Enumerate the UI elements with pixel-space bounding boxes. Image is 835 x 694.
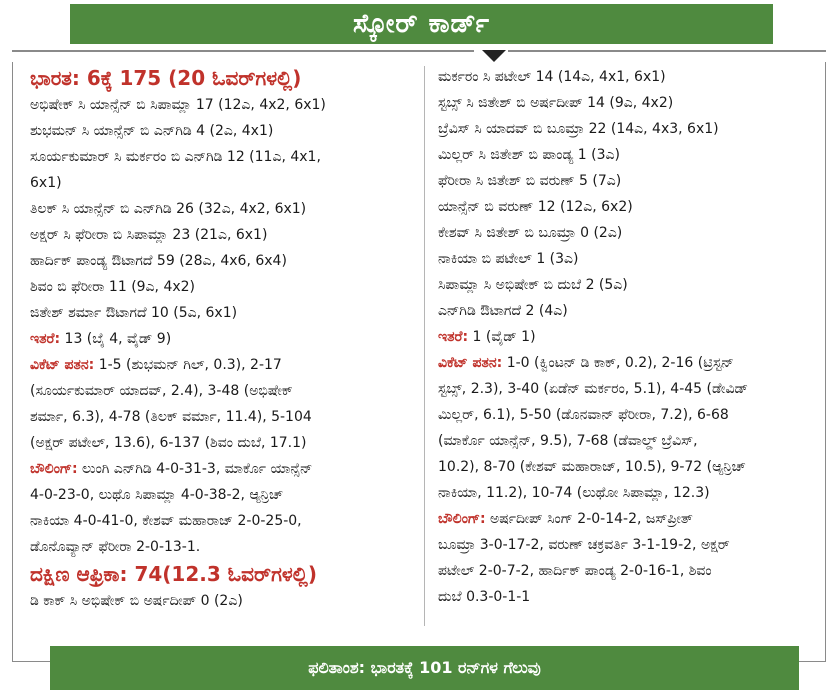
batting-line: ಜಿತೇಶ್ ಶರ್ಮಾ ಔಟಾಗದೆ 10 (5ಎ, 6x1)	[30, 305, 238, 321]
batting-line: ಫೆರೀರಾ ಸಿ ಜಿತೇಶ್ ಬಿ ವರುಣ್ 5 (7ಎ)	[438, 173, 622, 189]
india-bowling	[30, 456, 422, 560]
south-africa-bowling	[438, 506, 822, 610]
bowling-text: ಅರ್ಷದೀಪ್ ಸಿಂಗ್ 2-0-14-2, ಜಸ್‌ಪ್ರೀತ್	[485, 511, 693, 527]
india-innings-heading: ಭಾರತ: 6ಕ್ಕೆ 175 (20 ಓವರ್‌ಗಳಲ್ಲಿ)	[30, 66, 302, 90]
batting-line: ಡಿ ಕಾಕ್ ಸಿ ಅಭಿಷೇಕ್ ಬಿ ಅರ್ಷದೀಪ್ 0 (2ಎ)	[30, 593, 243, 609]
extras-value: 13 (ಬೈ 4, ವೈಡ್ 9)	[60, 331, 172, 347]
result-bar	[50, 646, 799, 690]
batting-line: ಯಾನ್ಸೆನ್ ಬಿ ವರುಣ್ 12 (12ಎ, 6x2)	[438, 199, 633, 215]
fow-line	[438, 350, 822, 376]
title-bar	[70, 4, 773, 44]
match-result: ಫಲಿತಾಂಶ: ಭಾರತಕ್ಕೆ 101 ರನ್‌ಗಳ ಗೆಲುವು	[308, 658, 541, 677]
fow-line: (ಸೂರ್ಯಕುಮಾರ್ ಯಾದವ್, 2.4), 3-48 (ಅಭಿಷೇಕ್	[30, 383, 293, 399]
south-africa-extras	[438, 324, 822, 350]
fow-text: 1-5 (ಶುಭಮನ್ ಗಿಲ್, 0.3), 2-17	[94, 357, 282, 373]
bowling-line	[438, 506, 822, 532]
batting-line: ಮಿಲ್ಲರ್ ಸಿ ಜಿತೇಶ್ ಬಿ ಪಾಂಡ್ಯ 1 (3ಎ)	[438, 147, 620, 163]
pointer-triangle-icon	[482, 50, 506, 62]
fow-line: (ಅಕ್ಷರ್ ಪಟೇಲ್, 13.6), 6-137 (ಶಿವಂ ದುಬೆ, 17.1)	[30, 435, 307, 451]
left-column	[30, 64, 422, 614]
fow-line: ಮಿಲ್ಲರ್, 6.1), 5-50 (ಡೊನವಾನ್ ಫೆರೀರಾ, 7.2), 6-68	[438, 407, 729, 423]
batting-line: ಮರ್ಕರಂ ಸಿ ಪಟೇಲ್ 14 (14ಎ, 4x1, 6x1)	[438, 69, 666, 85]
bowling-line: ಡೊನೊವ್ಯಾನ್ ಫೆರೀರಾ 2-0-13-1.	[30, 539, 201, 555]
india-batting-list	[30, 92, 422, 326]
extras-label: ಇತರೆ:	[30, 331, 61, 347]
fow-line: 10.2), 8-70 (ಕೇಶವ್ ಮಹಾರಾಜ್, 10.5), 9-72 (ಆ್ಯನ್ರಿಚ್	[438, 459, 746, 475]
fow-line: (ಮಾರ್ಕೊ ಯಾನ್ಸೆನ್, 9.5), 7-68 (ಡೆವಾಲ್ಡ್ ಬ್ರೆವಿಸ್,	[438, 433, 698, 449]
batting-line: ಸ್ಟಬ್ಸ್ ಸಿ ಜಿತೇಶ್ ಬಿ ಅರ್ಷದೀಪ್ 14 (9ಎ, 4x2)	[438, 95, 674, 111]
south-africa-innings-heading: ದಕ್ಷಿಣ ಆಫ್ರಿಕಾ: 74(12.3 ಓವರ್‌ಗಳಲ್ಲಿ)	[30, 562, 318, 586]
batting-line: ಬ್ರೆವಿಸ್ ಸಿ ಯಾದವ್ ಬಿ ಬೂಮ್ರಾ 22 (14ಎ, 4x3, 6x1)	[438, 121, 719, 137]
fow-line: ಶರ್ಮಾ, 6.3), 4-78 (ತಿಲಕ್ ವರ್ಮಾ, 11.4), 5-104	[30, 409, 312, 425]
bowling-line: ದುಬೆ 0.3-0-1-1	[438, 589, 531, 605]
extras-label: ಇತರೆ:	[438, 329, 469, 345]
batting-line: ನಾಕಿಯಾ ಬಿ ಪಟೇಲ್ 1 (3ಎ)	[438, 251, 579, 267]
batting-line: ಎನ್‌ಗಿಡಿ ಔಟಾಗದೆ 2 (4ಎ)	[438, 303, 568, 319]
batting-line: 6x1)	[30, 175, 62, 191]
batting-line: ಶುಭಮನ್ ಸಿ ಯಾನ್ಸೆನ್ ಬಿ ಎನ್‌ಗಿಡಿ 4 (2ಎ, 4x1)	[30, 123, 274, 139]
batting-line: ಕೇಶವ್ ಸಿ ಜಿತೇಶ್ ಬಿ ಬೂಮ್ರಾ 0 (2ಎ)	[438, 225, 623, 241]
bowling-label: ಬೌಲಿಂಗ್:	[30, 461, 78, 477]
batting-line: ಸಿಪಾಮ್ಲಾ ಸಿ ಅಭಿಷೇಕ್ ಬಿ ದುಬೆ 2 (5ಎ)	[438, 277, 628, 293]
header-rule-right	[508, 50, 826, 52]
fow-label: ವಿಕೆಟ್ ಪತನ:	[30, 357, 95, 373]
india-extras	[30, 326, 422, 352]
fow-line	[30, 352, 422, 378]
batting-line: ಸೂರ್ಯಕುಮಾರ್ ಸಿ ಮರ್ಕರಂ ಬಿ ಎನ್‌ಗಿಡಿ 12 (11ಎ, 4x1,	[30, 149, 321, 165]
batting-line: ತಿಲಕ್ ಸಿ ಯಾನ್ಸೆನ್ ಬಿ ಎನ್‌ಗಿಡಿ 26 (32ಎ, 4x2, 6x1)	[30, 201, 307, 217]
fow-line: ಸ್ಟಬ್ಸ್, 2.3), 3-40 (ಏಡೆನ್ ಮರ್ಕರಂ, 5.1), 4-45 (ಡೇವಿಡ್	[438, 381, 748, 397]
bowling-label: ಬೌಲಿಂಗ್:	[438, 511, 486, 527]
extras-value: 1 (ವೈಡ್ 1)	[468, 329, 536, 345]
bowling-line: ಬೂಮ್ರಾ 3-0-17-2, ವರುಣ್ ಚಕ್ರವರ್ತಿ 3-1-19-2, ಅಕ್ಷರ್	[438, 537, 730, 553]
south-africa-fall-of-wickets	[438, 350, 822, 506]
header-rule-left	[12, 50, 474, 52]
fow-label: ವಿಕೆಟ್ ಪತನ:	[438, 355, 503, 371]
right-column	[438, 64, 822, 610]
page-title: ಸ್ಕೋರ್ ಕಾರ್ಡ್	[353, 8, 490, 39]
bowling-line	[30, 456, 422, 482]
bowling-text: ಲುಂಗಿ ಎನ್‌ಗಿಡಿ 4-0-31-3, ಮಾರ್ಕೊ ಯಾನ್ಸೆನ್	[77, 461, 313, 477]
bowling-line: ಪಟೇಲ್ 2-0-7-2, ಹಾರ್ದಿಕ್ ಪಾಂಡ್ಯ 2-0-16-1, ಶಿವಂ	[438, 563, 712, 579]
fow-line: ನಾಕಿಯಾ, 11.2), 10-74 (ಲುಥೋ ಸಿಪಾಮ್ಲಾ, 12.3)	[438, 485, 710, 501]
batting-line: ಅಕ್ಷರ್ ಸಿ ಫೆರೀರಾ ಬಿ ಸಿಪಾಮ್ಲಾ 23 (21ಎ, 6x1)	[30, 227, 268, 243]
india-fall-of-wickets	[30, 352, 422, 456]
batting-line: ಹಾರ್ದಿಕ್ ಪಾಂಡ್ಯ ಔಟಾಗದೆ 59 (28ಎ, 4x6, 6x4)	[30, 253, 287, 269]
bowling-line: ನಾಕಿಯಾ 4-0-41-0, ಕೇಶವ್ ಮಹಾರಾಜ್ 2-0-25-0,	[30, 513, 302, 529]
fow-text: 1-0 (ಕ್ವಿಂಟನ್ ಡಿ ಕಾಕ್, 0.2), 2-16 (ಟ್ರಿಸ್ಟನ್	[502, 355, 734, 371]
column-divider	[424, 66, 425, 626]
bowling-line: 4-0-23-0, ಲುಥೊ ಸಿಪಾಮ್ಲಾ 4-0-38-2, ಆ್ಯನ್ರಿಚ್	[30, 487, 284, 503]
batting-line: ಶಿವಂ ಬಿ ಫೆರೀರಾ 11 (9ಎ, 4x2)	[30, 279, 196, 295]
batting-line: ಅಭಿಷೇಕ್ ಸಿ ಯಾನ್ಸೆನ್ ಬಿ ಸಿಪಾಮ್ಲಾ 17 (12ಎ, 4x2, 6x1)	[30, 97, 326, 113]
